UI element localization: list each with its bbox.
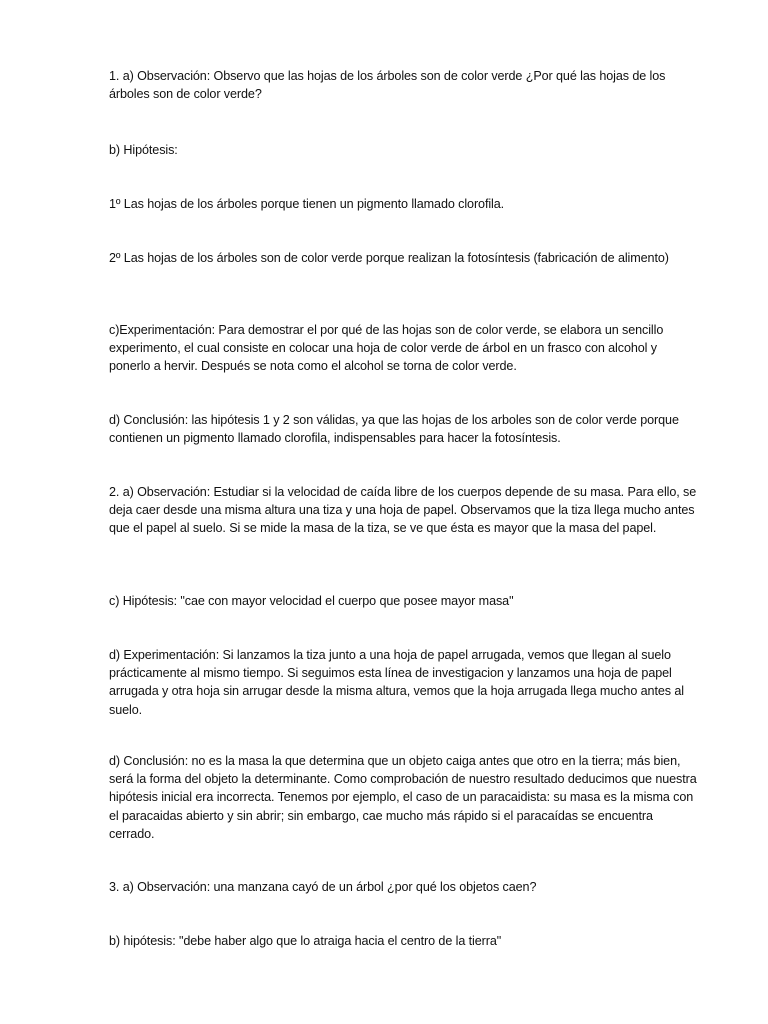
paragraph-2d-conclusion: d) Conclusión: no es la masa la que determina que un objeto caiga antes que otro en la tierra; más bien, será la forma del objeto la determinante. Como comprobación de nuestro resultado deducimos que nuestra hipótesis inicial era incorrecta. Tenemos por ejemplo, el caso de un paracaidista: su masa es la misma con el paracaidas abierto y sin abrir; sin embargo, cae mucho más rápido si el paracaídas se encuentra cerrado. [109, 754, 697, 841]
paragraph-2a-observacion: 2. a) Observación: Estudiar si la velocidad de caída libre de los cuerpos depende de su masa. Para ello, se deja caer desde una misma altura una tiza y una hoja de papel. Observamos que la tiza llega mucho antes que el papel al suelo. Si se mide la masa de la tiza, se ve que ésta es mayor que la masa del papel. [109, 485, 697, 536]
paragraph-1b-hipotesis-heading: b) Hipótesis: [109, 143, 178, 157]
paragraph-2d-experimentacion: d) Experimentación: Si lanzamos la tiza junto a una hoja de papel arrugada, vemos que llegan al suelo prácticamente al mismo tiempo. Si seguimos esta línea de investigacion y lanzamos una hoja de papel arrugada y otra hoja sin arrugar desde la misma altura, vemos que la hoja arrugada llega mucho antes al suelo. [109, 648, 684, 717]
paragraph-1-hipotesis-2: 2º Las hojas de los árboles son de color verde porque realizan la fotosíntesis (fabricación de alimento) [109, 251, 669, 265]
paragraph-3b-hipotesis: b) hipótesis: "debe haber algo que lo atraiga hacia el centro de la tierra" [109, 934, 502, 948]
paragraph-3a-observacion: 3. a) Observación: una manzana cayó de un árbol ¿por qué los objetos caen? [109, 880, 537, 894]
paragraph-1c-experimentacion: c)Experimentación: Para demostrar el por qué de las hojas son de color verde, se elabora un sencillo experimento, el cual consiste en colocar una hoja de color verde de árbol en un frasco con alcohol y ponerlo a hervir. Después se nota como el alcohol se torna de color verde. [109, 323, 664, 374]
paragraph-1a-observacion: 1. a) Observación: Observo que las hojas de los árboles son de color verde ¿Por qué las hojas de los árboles son de color verde? [109, 69, 666, 102]
paragraph-1d-conclusion: d) Conclusión: las hipótesis 1 y 2 son válidas, ya que las hojas de los arboles son de color verde porque contienen un pigmento llamado clorofila, indispensables para hacer la fotosíntesis. [109, 413, 679, 446]
paragraph-1-hipotesis-1: 1º Las hojas de los árboles porque tienen un pigmento llamado clorofila. [109, 197, 505, 211]
paragraph-2c-hipotesis: c) Hipótesis: "cae con mayor velocidad el cuerpo que posee mayor masa" [109, 594, 514, 608]
